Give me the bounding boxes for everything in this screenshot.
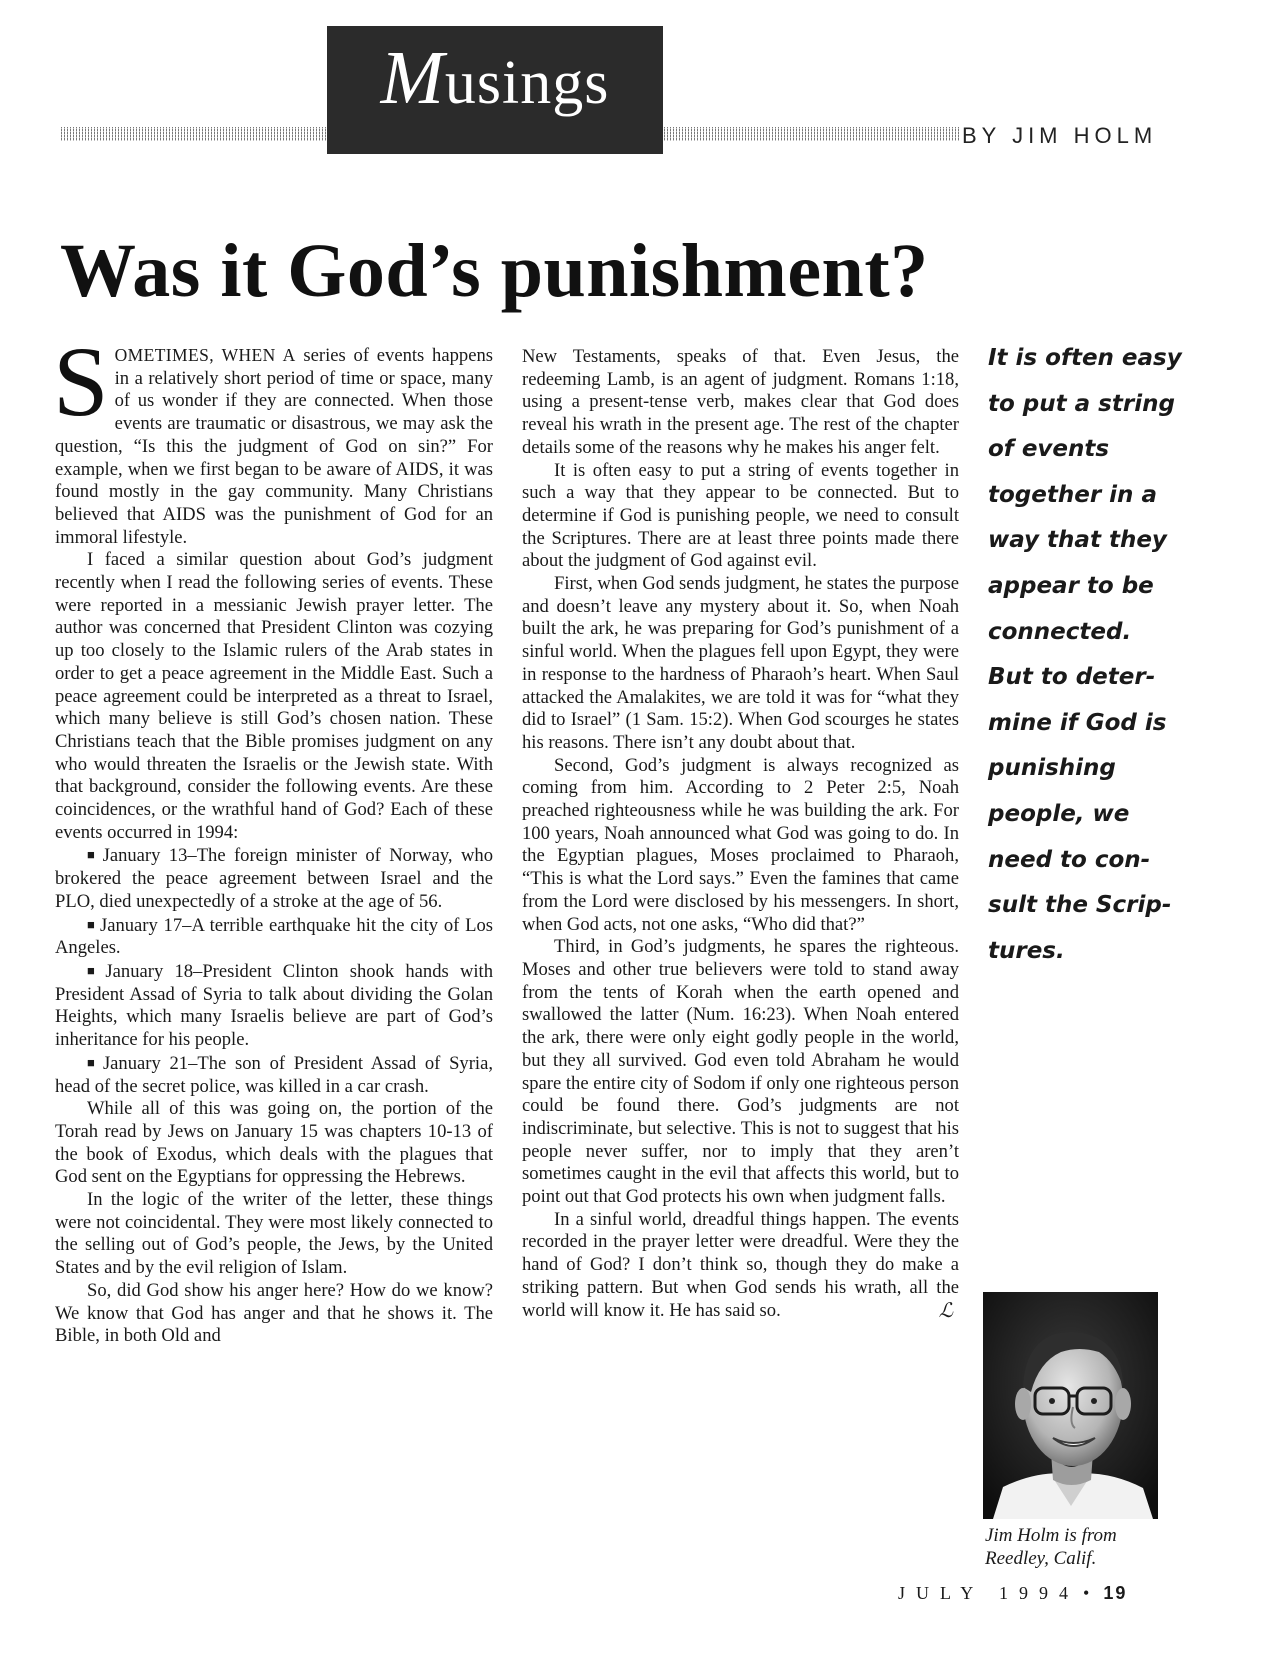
pull-quote-line: mine if God is <box>988 709 1167 736</box>
pull-quote-line: But to deter- <box>988 664 1156 691</box>
page-number: 19 <box>1103 1583 1128 1603</box>
bullet-text: January 21–The son of President Assad of Syria, head of the secret police, was killed in a car crash. <box>55 1052 493 1097</box>
photo-caption: Jim Holm is from Reedley, Calif. <box>985 1525 1117 1569</box>
byline: BY JIM HOLM <box>962 123 1158 148</box>
issue-date: JULY 1994 <box>898 1583 1080 1603</box>
author-portrait-icon <box>983 1292 1158 1519</box>
bullet-text: January 18–President Clinton shook hands with President Assad of Syria to talk about dividing the Golan Heights, which many Israelis believe are part of God’s inheritance for his people. <box>55 960 494 1051</box>
paragraph: I faced a similar question about God’s judgment recently when I read the following series of events. These were reported in a messianic Jewish prayer letter. The author was concerned that President Clinton was cozying up too closely to the Islamic rulers of the Arab states in order to get a peace agreement in the Middle East. Such a peace agreement could be interpreted as a threat to Israel, which many believe is still God’s chosen nation. These Christians teach that the Bible promises judgment on any who would threaten the Israelis or the Jewish state. With that background, consider the following events. Are these coincidences, or the wrathful hand of God? Each of these events occurred in 1994: <box>55 549 493 843</box>
bullet-text: January 17–A terrible earthquake hit the city of Los Angeles. <box>55 914 493 959</box>
square-bullet-icon: ■ <box>87 916 96 932</box>
pull-quote <box>988 336 1188 974</box>
pull-quote-line: to put a string <box>988 390 1175 417</box>
paragraph: While all of this was going on, the portion of the Torah read by Jews on January 15 was chapters 10-13 of the book of Exodus, which deals with the plagues that God sent on the Egyptians for oppressing the Hebrews. <box>55 1098 493 1188</box>
author-photo <box>983 1292 1158 1519</box>
section-title-rest: usings <box>444 49 610 117</box>
pull-quote-line: appear to be <box>988 572 1154 599</box>
pull-quote-line: people, we <box>988 800 1130 827</box>
paragraph: So, did God show his anger here? How do we know? We know that God has anger and that he shows it. The Bible, in both Old and <box>55 1279 493 1347</box>
paragraph <box>53 326 493 549</box>
paragraph: Third, in God’s judgments, he spares the righteous. Moses and other true believers were told to stand away from the tents of Korah when the earth opened and swallowed the latter (Num. 16:23). When Noah entered the ark, there were only eight godly people in the world, but they all survived. God even told Abraham he would spare the entire city of Sodom if only one righteous person could be found there. God’s judgments are not indiscriminate, but selective. This is not to suggest that his people never suffer, nor to imply that they aren’t sometimes caught in the evil that affects this world, but to point out that God protects his own when judgment falls. <box>522 936 959 1208</box>
folio-bullet: • <box>1083 1583 1090 1603</box>
paragraph: In the logic of the writer of the letter, these things were not coincidental. They were most likely connected to the selling out of God’s people, the Jews, by the United States and by the evil religion of Islam. <box>55 1189 493 1279</box>
pull-quote-line: together in a <box>988 481 1157 508</box>
square-bullet-icon: ■ <box>87 962 102 978</box>
paragraph: New Testaments, speaks of that. Even Jesus, the redeeming Lamb, is an agent of judgment. Romans 1:18, using a present-tense verb, makes clear that God does reveal his wrath in the present age. The rest of the chapter details some of the reasons why he makes his anger felt. <box>522 346 959 458</box>
paragraph: First, when God sends judgment, he states the purpose and doesn’t leave any mystery about it. So, when Noah built the ark, he was preparing for God’s punishment of a sinful world. When the plagues fell upon Egypt, they were in response to the hardness of Pharaoh’s heart. When Saul attacked the Amalakites, we are told it was for “what they did to Israel” (1 Sam. 15:2). When God scourges he states his reasons. There isn’t any doubt about that. <box>522 573 959 753</box>
pull-quote-line: way that they <box>988 527 1167 554</box>
pull-quote-line: punishing <box>988 755 1116 782</box>
pull-quote-line: sult the Scrip- <box>988 892 1172 919</box>
bullet-item <box>55 1052 493 1098</box>
pull-quote-line: of events <box>988 436 1110 463</box>
bullet-item <box>55 844 493 913</box>
paragraph-text: series of events happens in a relatively short period of time or space, many of us wonder if they are connected. When those events are traumatic or disastrous, we may ask the question, “Is this the judgment of God on sin?” For example, when we first began to be aware of AIDS, it was found mostly in the gay community. Many Christians believed that AIDS was the punishment of God for an immoral lifestyle. <box>55 345 493 548</box>
masthead-box <box>327 26 663 154</box>
end-mark-icon: ℒ <box>938 1299 953 1322</box>
paragraph: Second, God’s judgment is always recognized as coming from him. According to 2 Peter 2:5, Noah preached righteousness while he was building the ark. For 100 years, Noah announced what God was going to do. In the Egyptian plagues, Moses proclaimed to Pharaoh, “This is what the Lord says.” Even the famines that came from the Lord were disclosed by his messengers. In short, when God acts, not one asks, “Who did that?” <box>522 754 959 935</box>
square-bullet-icon: ■ <box>87 1054 99 1070</box>
square-bullet-icon: ■ <box>87 847 99 863</box>
bullet-text: January 13–The foreign minister of Norway, who brokered the peace agreement between Israel and the PLO, died unexpectedly of a stroke at the age of 56. <box>55 845 493 912</box>
pull-quote-line: connected. <box>988 618 1132 645</box>
pull-quote-line: tures. <box>988 937 1065 964</box>
section-title <box>380 36 610 120</box>
pull-quote-line: need to con- <box>988 846 1151 873</box>
paragraph-text: In a sinful world, dreadful things happen. The events recorded in the prayer letter were dreadful. Were they the hand of God? I don’t think so, though they do make a striking pattern. But when God sends his wrath, all the world will know it. He has said so. <box>522 1208 959 1321</box>
paragraph <box>522 1209 959 1323</box>
article-column-1 <box>53 326 494 1348</box>
page-folio <box>898 1583 1127 1604</box>
pull-quote-line: It is often easy <box>988 345 1182 371</box>
article-headline: Was it God’s punishment? <box>60 229 929 313</box>
article-column-2 <box>522 346 959 1322</box>
paragraph: It is often easy to put a string of events together in such a way that they appear to be connected. But to determine if God is punishing people, we need to consult the Scriptures. There are at least three points made there about the judgment of God against evil. <box>522 459 959 572</box>
bullet-item <box>55 960 493 1052</box>
drop-cap: S <box>53 326 109 437</box>
lead-in-smallcaps: OMETIMES, WHEN A <box>114 345 296 365</box>
section-title-cap: M <box>380 36 445 120</box>
bullet-item <box>55 914 493 960</box>
